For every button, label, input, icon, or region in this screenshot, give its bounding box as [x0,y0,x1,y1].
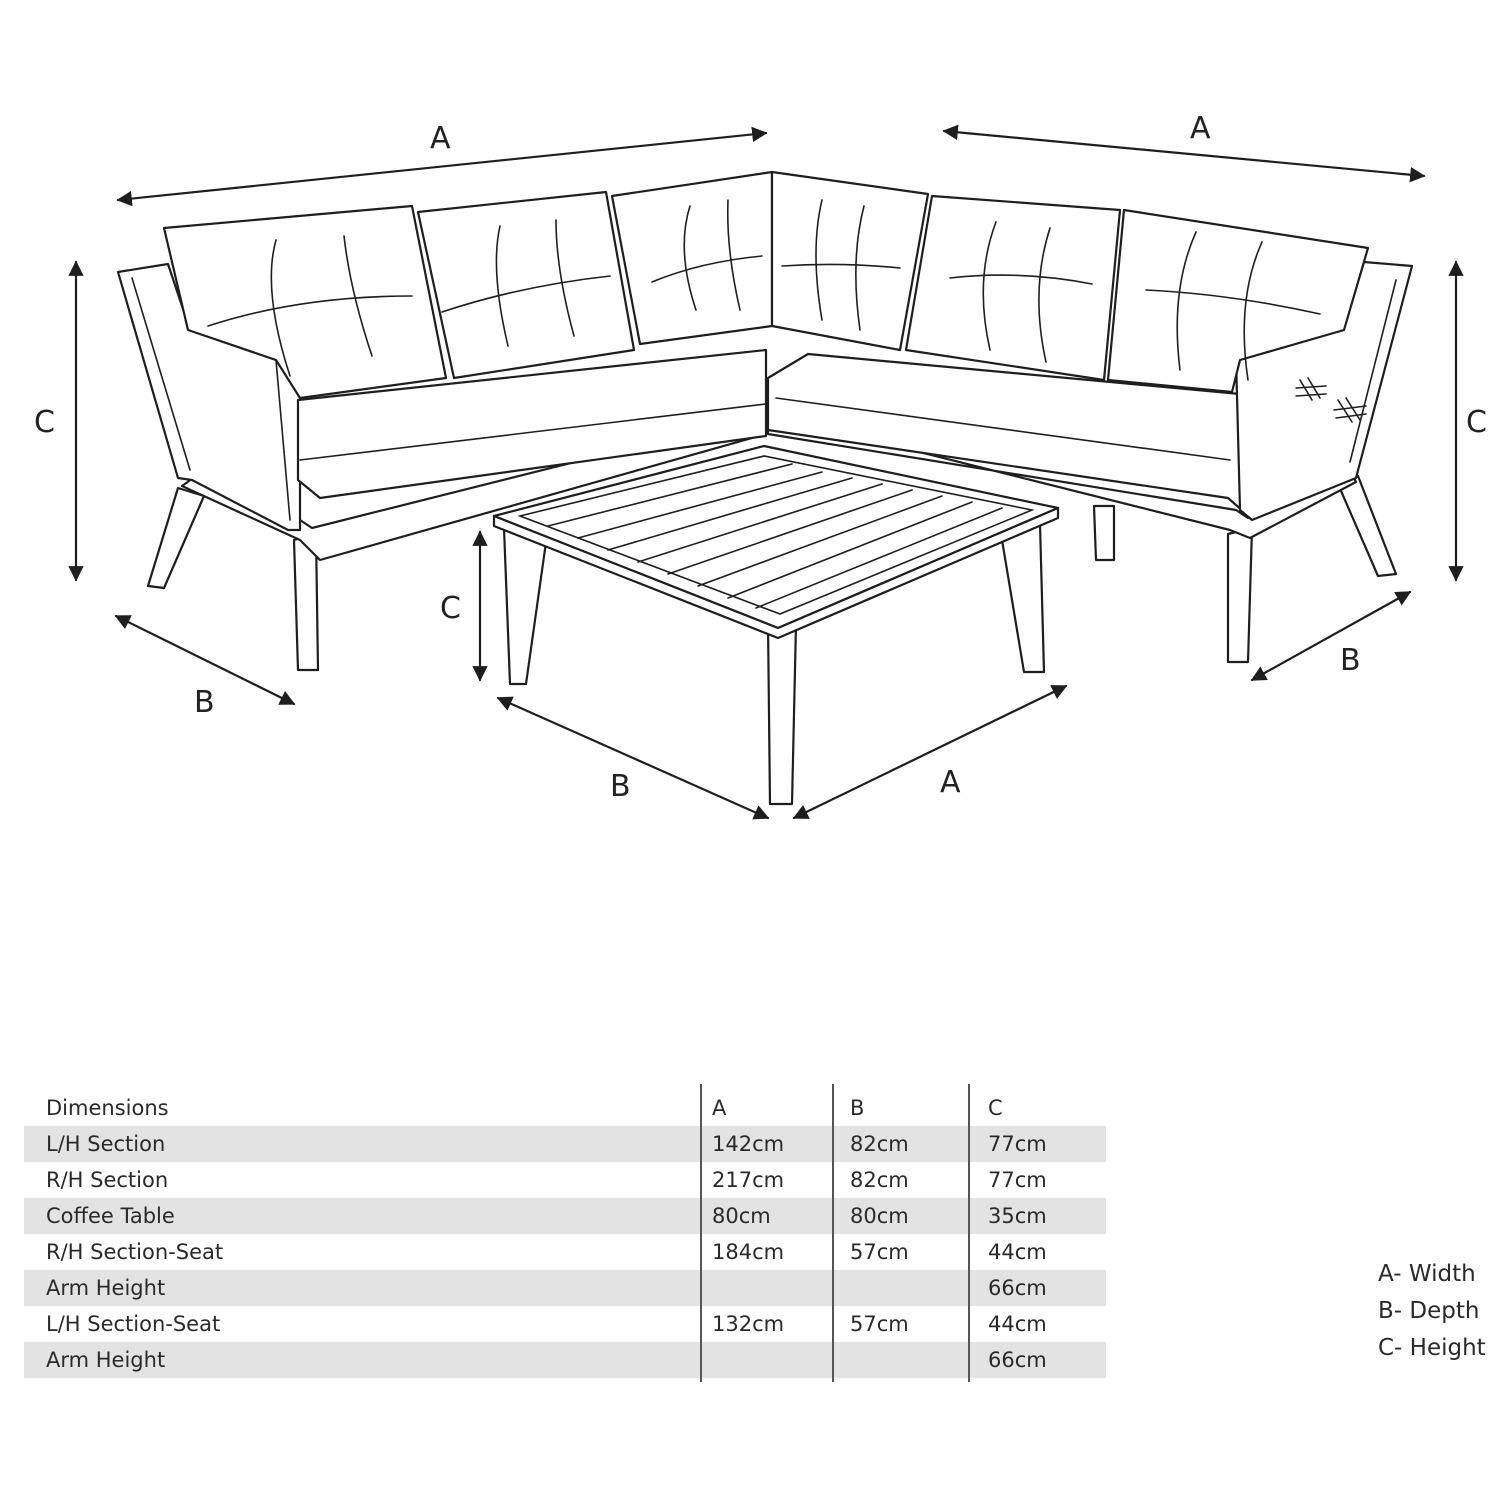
column-divider [968,1084,970,1382]
row-label: Arm Height [46,1348,166,1372]
right-back-cushion-1 [772,172,928,350]
arrow-depth-table [498,698,768,818]
legend-height: C- Height [1378,1335,1486,1361]
right-back-cushion-2 [906,196,1120,380]
row-label: L/H Section-Seat [46,1312,221,1336]
row-value-b: 82cm [850,1132,909,1156]
table-row [24,1162,1106,1198]
row-value-c: 66cm [988,1276,1047,1300]
table-leg-right [1000,524,1044,672]
legend-width: A- Width [1378,1261,1476,1287]
row-value-a: 80cm [712,1204,771,1228]
left-back-cushion-2 [418,192,634,378]
label-depth-left: B [194,685,215,720]
arrow-width-right [944,131,1424,176]
row-value-a: 217cm [712,1168,785,1192]
table-row [24,1126,1106,1162]
table-row [24,1270,1106,1306]
table-row [24,1198,1106,1234]
arrow-width-table [794,686,1066,818]
row-value-c: 66cm [988,1348,1047,1372]
row-value-a: 184cm [712,1240,785,1264]
row-value-c: 44cm [988,1240,1047,1264]
right-rear-leg [1228,528,1252,662]
label-height-table: C [440,591,461,626]
label-depth-right: B [1340,643,1361,678]
row-value-c: 77cm [988,1168,1047,1192]
table-row [24,1342,1106,1378]
coffee-table [494,446,1058,804]
row-value-c: 44cm [988,1312,1047,1336]
header-dimensions: Dimensions [46,1096,169,1120]
dimension-legend [1378,1256,1500,1367]
dimensions-table [24,1090,1106,1378]
row-value-c: 77cm [988,1132,1047,1156]
table-header-row [24,1090,1106,1126]
label-depth-table: B [610,769,631,804]
header-c: C [988,1096,1003,1120]
label-width-table: A [940,765,961,800]
table-row [24,1234,1106,1270]
header-b: B [850,1096,865,1120]
row-label: R/H Section [46,1168,169,1192]
row-label: Coffee Table [46,1204,175,1228]
row-value-a: 142cm [712,1132,785,1156]
row-value-b: 82cm [850,1168,909,1192]
table-leg-front [768,624,796,804]
row-label: Arm Height [46,1276,166,1300]
row-value-a: 132cm [712,1312,785,1336]
label-width-right: A [1190,111,1211,146]
row-label: L/H Section [46,1132,166,1156]
column-divider [700,1084,702,1382]
legend-depth: B- Depth [1378,1298,1480,1324]
row-value-c: 35cm [988,1204,1047,1228]
row-value-b: 57cm [850,1240,909,1264]
label-width-left: A [430,121,451,156]
header-a: A [712,1096,727,1120]
table-row [24,1306,1106,1342]
left-front-leg [148,488,204,588]
right-back-leg [1094,506,1114,560]
right-front-leg [1338,476,1396,576]
table-leg-left [504,528,548,684]
label-height-right: C [1466,405,1487,440]
row-value-b: 57cm [850,1312,909,1336]
row-label: R/H Section-Seat [46,1240,224,1264]
label-height-left: C [34,405,55,440]
arrow-depth-right [1252,592,1410,680]
column-divider [832,1084,834,1382]
row-value-b: 80cm [850,1204,909,1228]
